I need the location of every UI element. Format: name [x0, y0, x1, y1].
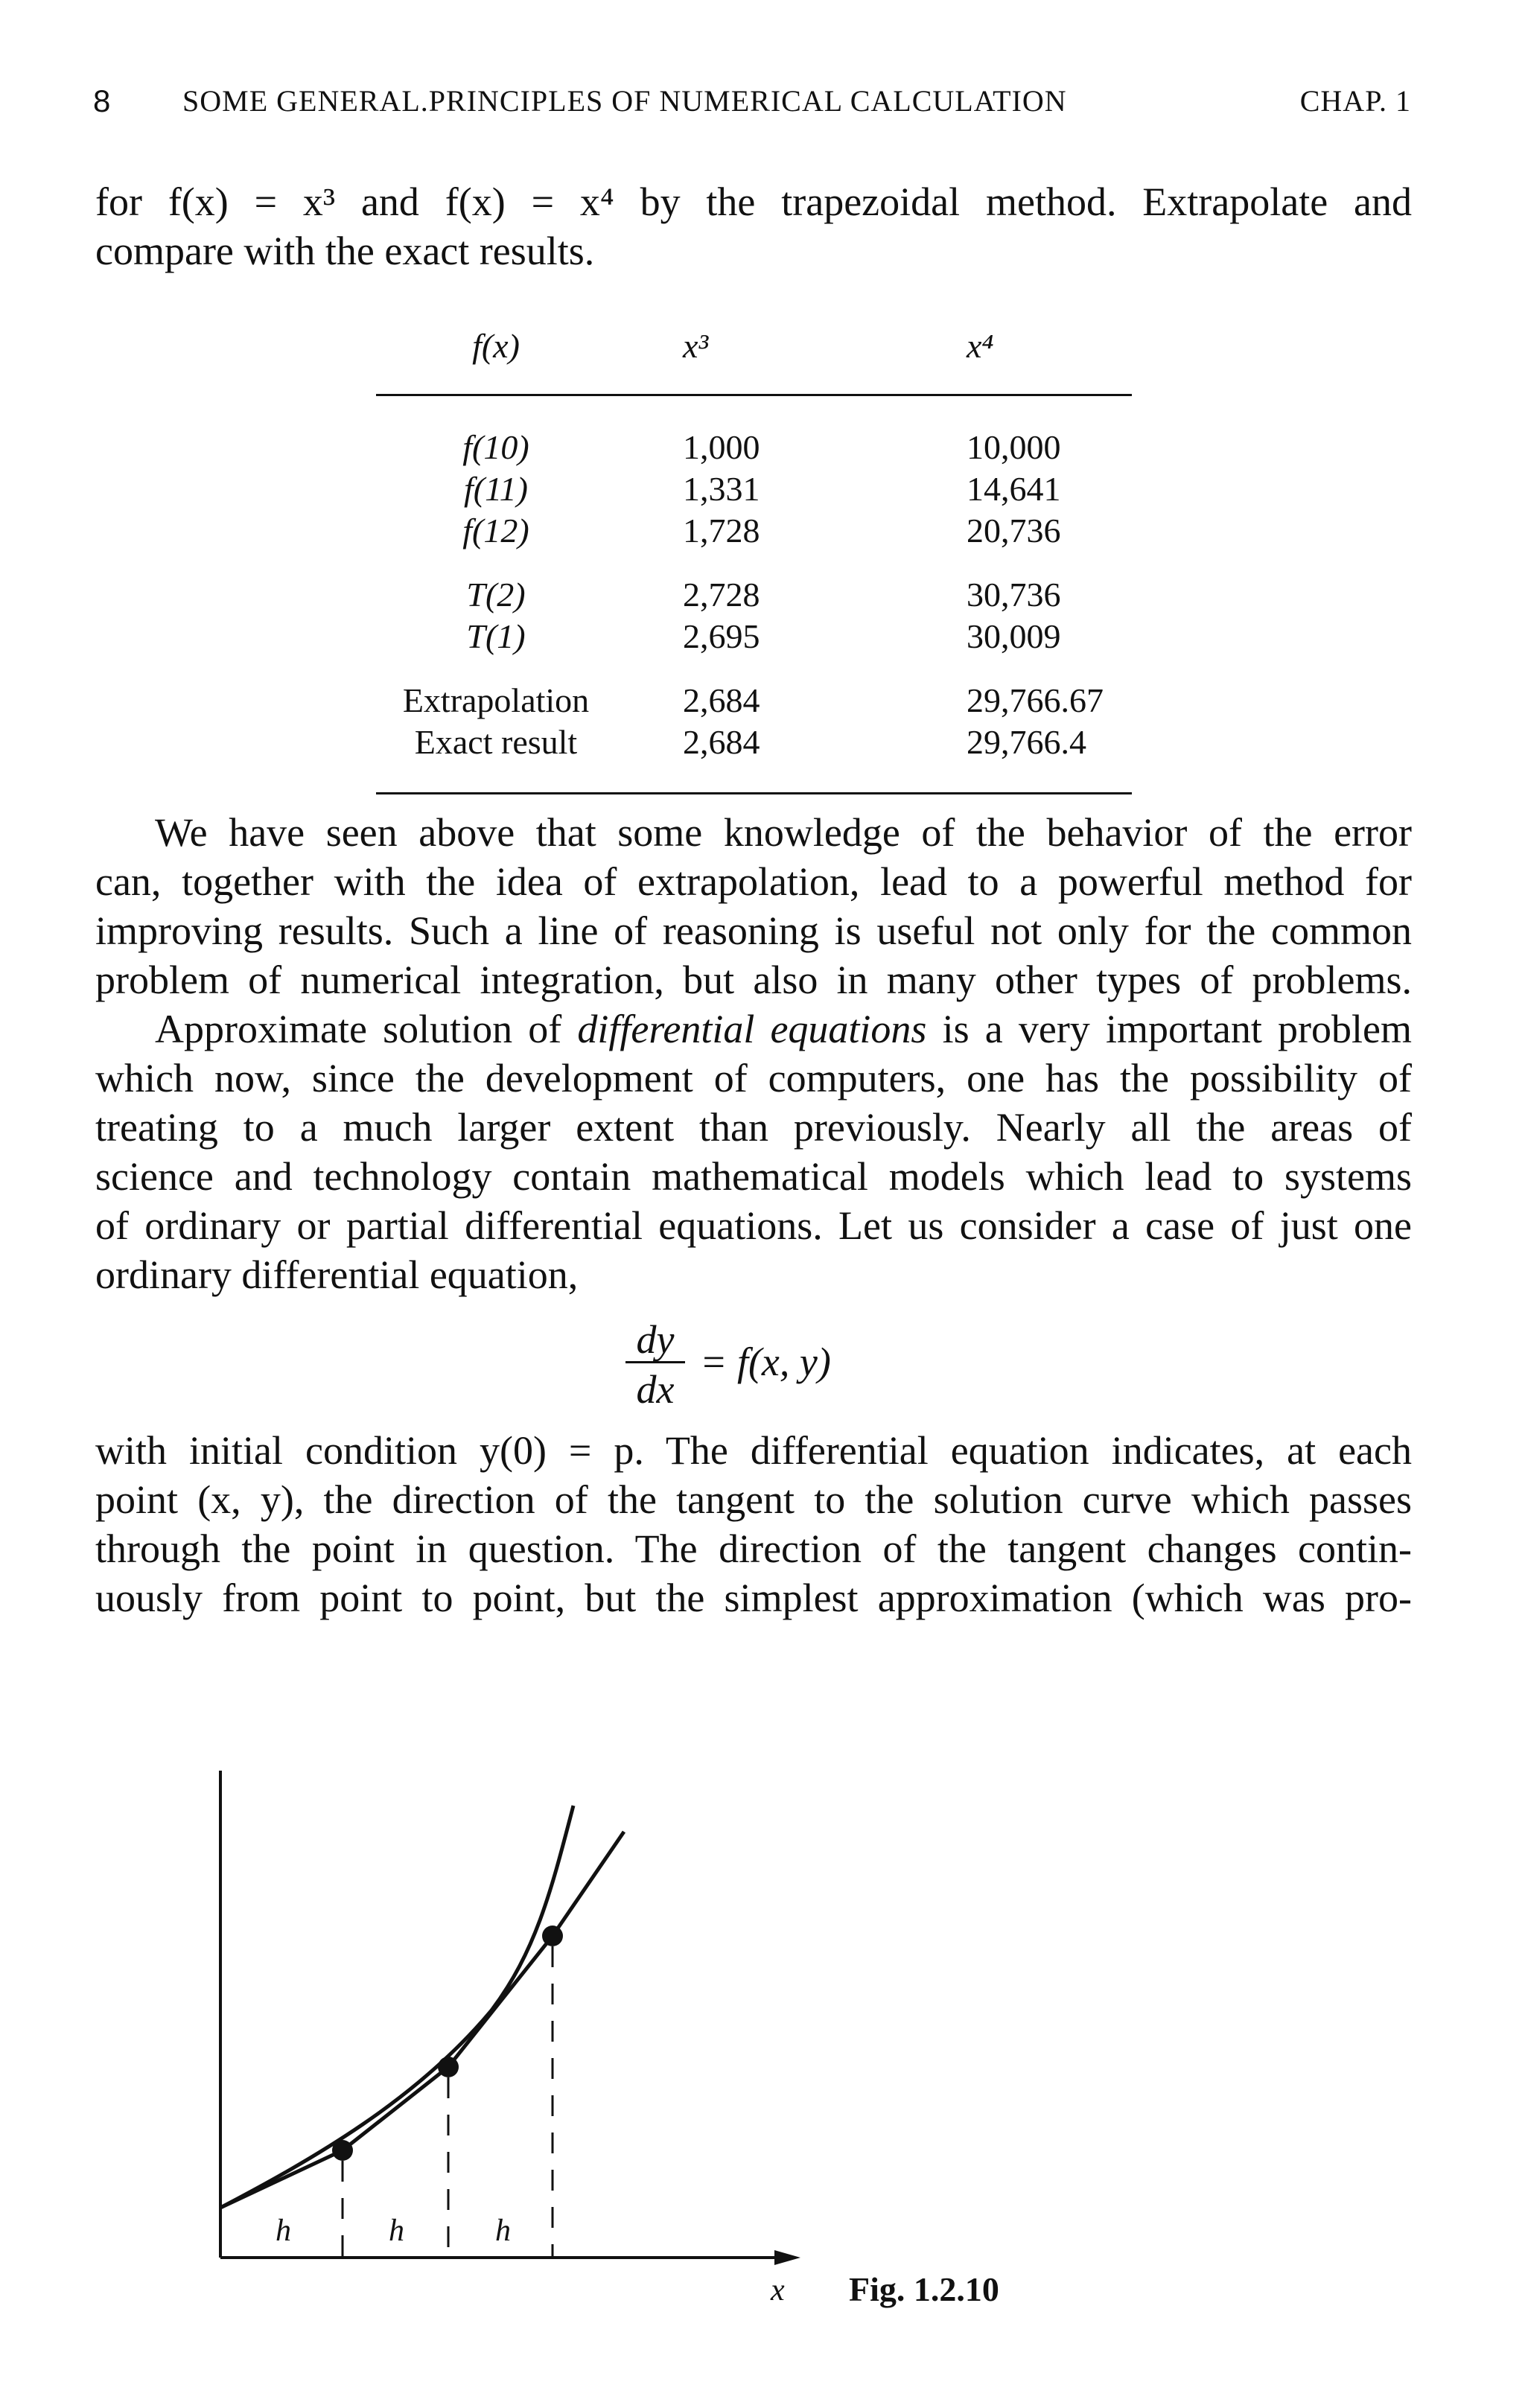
page-number: 8 [93, 83, 112, 118]
table-cell: 29,766.4 [937, 721, 1132, 794]
text-line: with initial condition y(0) = p. The differential equation indicates, at each [95, 1428, 1412, 1473]
table-cell: Exact result [376, 721, 616, 794]
text-run: Approximate solution of [155, 1007, 578, 1051]
text-line: which now, since the development of computers, one has the possibility of [95, 1056, 1412, 1101]
step-label-h: h [495, 2214, 511, 2248]
fraction-numerator: dy [636, 1317, 675, 1362]
table-cell: 30,736 [967, 575, 1061, 614]
table-cell: 2,684 [683, 681, 760, 719]
table-cell: f(11) [463, 469, 528, 508]
x-axis-arrow-icon [774, 2250, 800, 2265]
table-cell: T(1) [466, 617, 526, 655]
text-line: ordinary differential equation, [95, 1252, 579, 1297]
x-axis-label: x [771, 2273, 785, 2307]
text-line: treating to a much larger extent than previously. Nearly all the areas of [95, 1105, 1412, 1150]
table-cell: 10,000 [967, 427, 1061, 466]
euler-point [332, 2140, 353, 2161]
text-line: point (x, y), the direction of the tangent to the solution curve which passes [95, 1477, 1412, 1522]
table-cell: 2,728 [683, 575, 760, 614]
fraction-denominator: dx [636, 1367, 675, 1412]
equation-rhs: = f(x, y) [700, 1340, 831, 1384]
table-cell: 2,695 [683, 617, 760, 655]
table-header-x4: x⁴ [967, 327, 994, 365]
text-line: uously from point to point, but the simplest approximation (which was pro- [95, 1576, 1412, 1620]
chapter-label: CHAP. 1 [1299, 84, 1411, 118]
exact-solution-curve [220, 1806, 573, 2208]
text-run: is a very important problem [926, 1007, 1413, 1051]
text-line: problem of numerical integration, but also in many other types of problems. [95, 958, 1412, 1002]
intro-line-2: compare with the exact results. [95, 229, 595, 273]
text-line: through the point in question. The direction of the tangent changes contin- [95, 1526, 1412, 1571]
running-title: SOME GENERAL.PRINCIPLES OF NUMERICAL CALCULATION [182, 84, 1067, 118]
text-line: science and technology contain mathematical models which lead to systems [95, 1154, 1412, 1199]
figure-caption: Fig. 1.2.10 [849, 2270, 999, 2308]
table-cell: 30,009 [967, 617, 1061, 655]
table-cell: 1,728 [683, 511, 760, 550]
emphasis-differential-equations: differential equations [577, 1007, 927, 1051]
euler-polygon [220, 1832, 624, 2208]
text-line: improving results. Such a line of reasoning is useful not only for the common [95, 908, 1412, 953]
table-cell: 1,000 [683, 427, 760, 466]
table-header-x3: x³ [683, 327, 709, 365]
step-label-h: h [276, 2214, 291, 2248]
table-cell: 2,684 [616, 721, 937, 794]
text-line: of ordinary or partial differential equations. Let us consider a case of just one [95, 1203, 1412, 1248]
table-cell: T(2) [466, 575, 526, 614]
euler-point [542, 1926, 563, 1946]
text-line: can, together with the idea of extrapolation, lead to a powerful method for [95, 859, 1412, 904]
euler-point [438, 2057, 459, 2077]
intro-line-1: for f(x) = x³ and f(x) = x⁴ by the trapezoidal method. Extrapolate and [95, 179, 1412, 224]
table-cell: f(10) [462, 427, 529, 466]
table-cell: f(12) [462, 511, 529, 550]
step-label-h: h [389, 2214, 404, 2248]
table-cell: 29,766.67 [967, 681, 1104, 719]
text-line: We have seen above that some knowledge of the behavior of the error [155, 810, 1412, 855]
table-cell: 14,641 [967, 469, 1061, 508]
table-header-fx: f(x) [472, 327, 520, 365]
table-cell: 1,331 [683, 469, 760, 508]
table-cell: 20,736 [967, 511, 1061, 550]
table-cell: Extrapolation [402, 681, 590, 719]
